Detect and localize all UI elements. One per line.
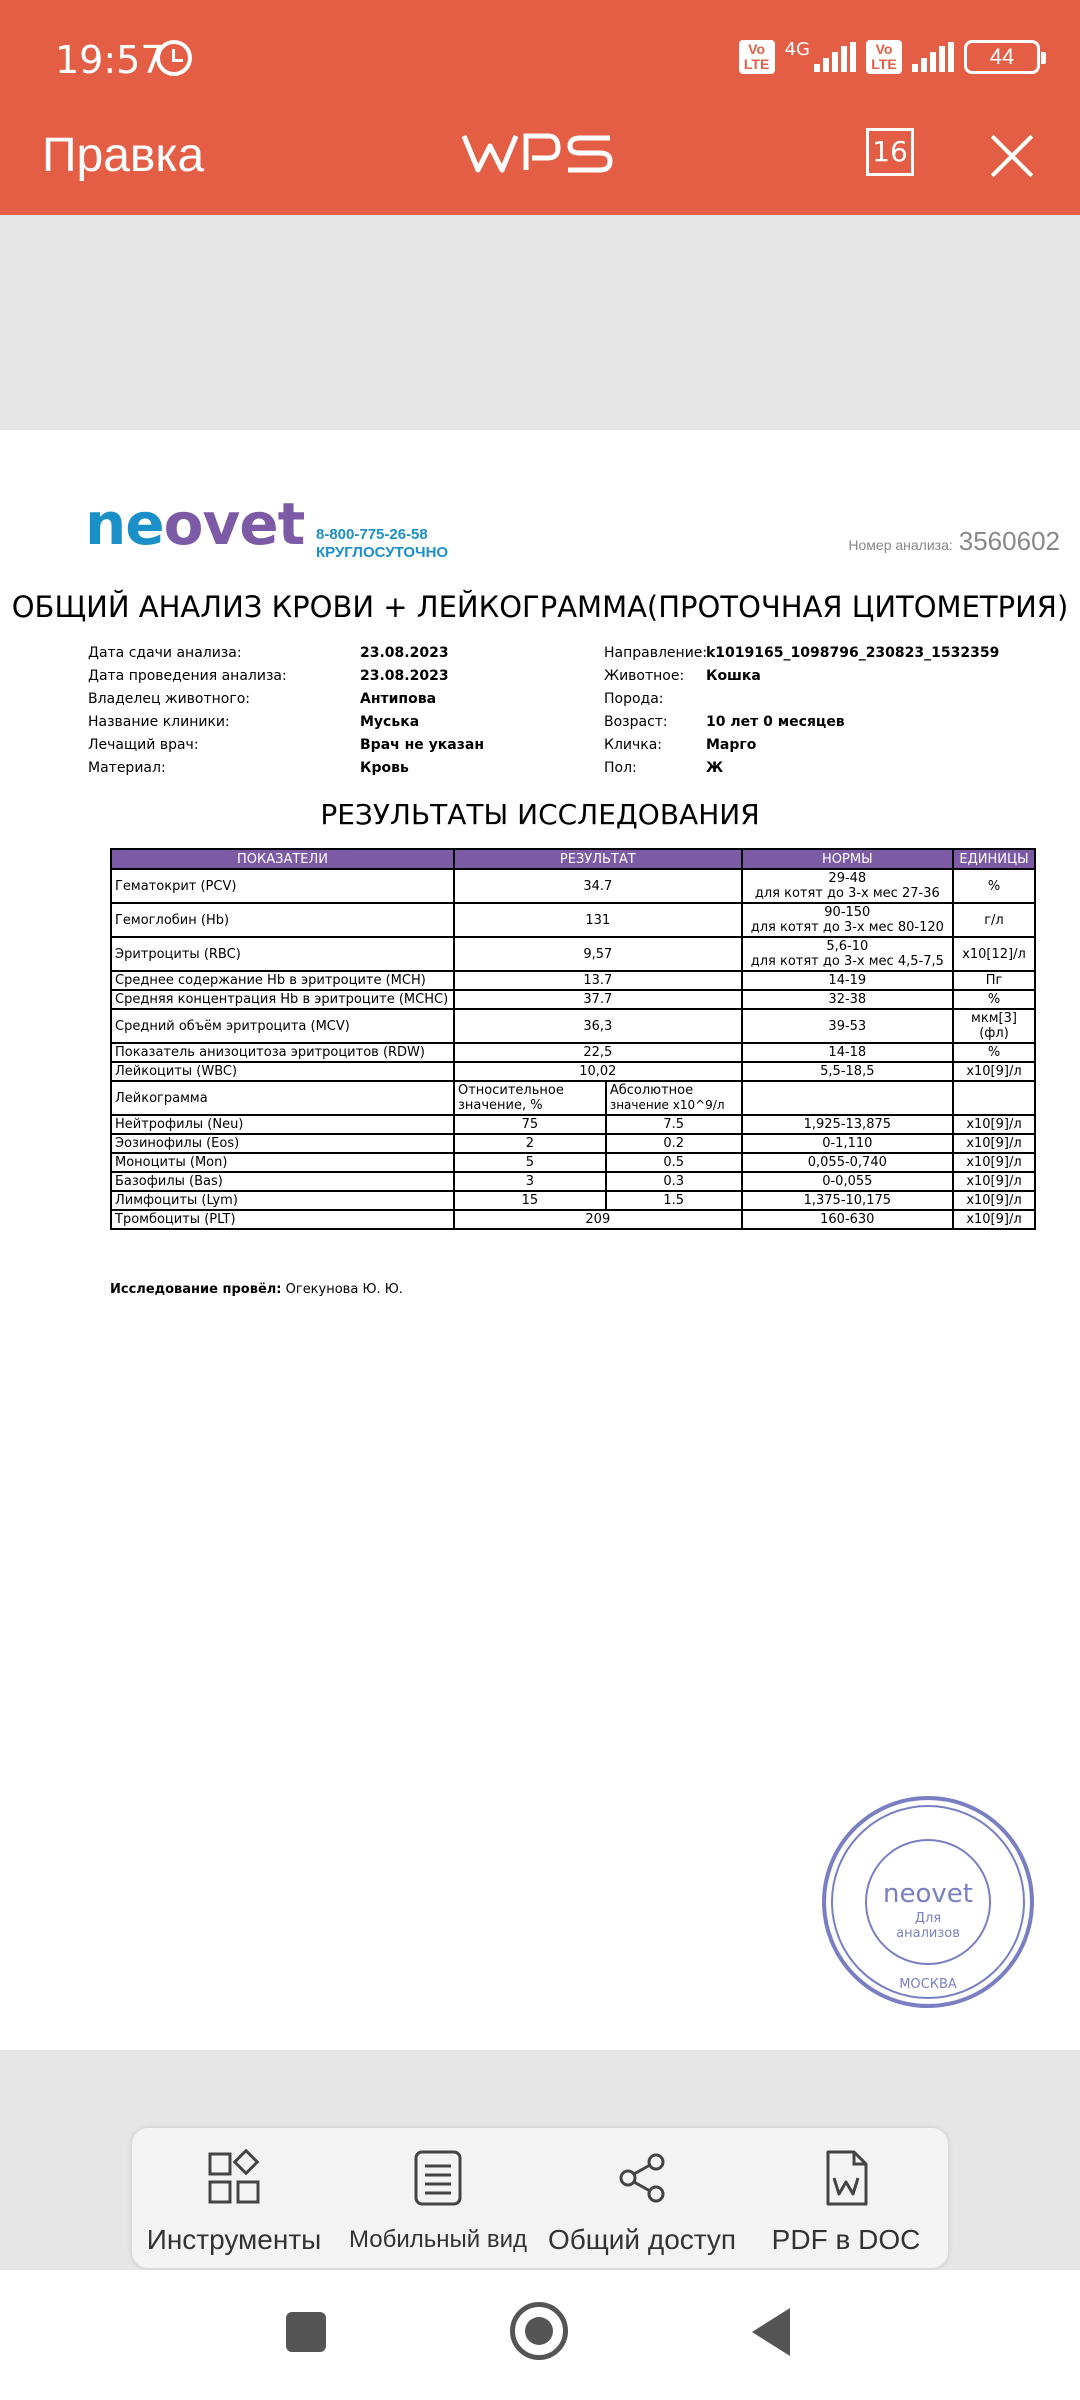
row-unit: x10[12]/л bbox=[953, 937, 1035, 971]
row-name: Тромбоциты (PLT) bbox=[111, 1210, 454, 1229]
row-result: 131 bbox=[454, 903, 742, 937]
meta-label: Дата проведения анализа: bbox=[88, 668, 287, 684]
meta-label: Животное: bbox=[604, 668, 685, 684]
row-norm: 1,925-13,875 bbox=[742, 1115, 953, 1134]
meta-value: Кошка bbox=[706, 668, 761, 684]
analysis-number-label: Номер анализа: bbox=[848, 537, 953, 553]
row-norm: 39-53 bbox=[742, 1009, 953, 1043]
stamp-line: анализов bbox=[896, 1926, 960, 1941]
meta-value: Муська bbox=[360, 714, 420, 730]
tools-icon bbox=[204, 2148, 264, 2208]
leukogram-row bbox=[111, 1191, 1035, 1210]
pdf-to-doc-label: PDF в DOC bbox=[771, 2224, 921, 2255]
table-row bbox=[111, 937, 1035, 971]
phone-note: КРУГЛОСУТОЧНО bbox=[316, 544, 449, 561]
header-result: РЕЗУЛЬТАТ bbox=[454, 849, 742, 869]
mobile-view-label: Мобильный вид bbox=[348, 2226, 527, 2253]
row-absolute: 7.5 bbox=[606, 1115, 742, 1134]
row-norm bbox=[742, 937, 953, 971]
header-line: значение, % bbox=[458, 1098, 543, 1113]
row-result: 10,02 bbox=[454, 1062, 742, 1081]
leukogram-row bbox=[111, 1172, 1035, 1191]
table-row bbox=[111, 1210, 1035, 1229]
bottom-toolbar bbox=[132, 2128, 948, 2268]
row-absolute: 0.5 bbox=[606, 1153, 742, 1172]
row-unit: x10[9]/л bbox=[953, 1153, 1035, 1172]
status-bar bbox=[0, 0, 1080, 120]
leukogram-label: Лейкограмма bbox=[111, 1081, 454, 1115]
row-norm: 32-38 bbox=[742, 990, 953, 1009]
share-icon bbox=[612, 2148, 672, 2208]
row-norm: 14-18 bbox=[742, 1043, 953, 1062]
system-nav-bar bbox=[0, 2270, 1080, 2400]
meta-label: Дата сдачи анализа: bbox=[88, 645, 242, 661]
row-unit: x10[9]/л bbox=[953, 1210, 1035, 1229]
share-label: Общий доступ bbox=[547, 2224, 737, 2255]
row-relative: 3 bbox=[454, 1172, 606, 1191]
meta-label: Направление: bbox=[604, 645, 708, 661]
meta-label: Название клиники: bbox=[88, 714, 230, 730]
row-name: Эозинофилы (Eos) bbox=[111, 1134, 454, 1153]
row-relative: 75 bbox=[454, 1115, 606, 1134]
row-name: Лимфоциты (Lym) bbox=[111, 1191, 454, 1210]
header-line: Абсолютное bbox=[609, 1083, 694, 1098]
back-icon[interactable] bbox=[752, 2308, 790, 2356]
network-type: 4G bbox=[784, 38, 810, 60]
row-name: Среднее содержание Hb в эритроците (MCH) bbox=[111, 971, 454, 990]
neovet-logo bbox=[85, 490, 304, 558]
table-header-row bbox=[111, 849, 1035, 869]
mobile-view-icon bbox=[408, 2148, 468, 2208]
analysis-number-value: 3560602 bbox=[958, 526, 1060, 556]
table-row bbox=[111, 1043, 1035, 1062]
meta-left bbox=[88, 642, 484, 780]
meta-value: Марго bbox=[706, 737, 757, 753]
table-row bbox=[111, 903, 1035, 937]
row-norm: 14-19 bbox=[742, 971, 953, 990]
performed-name: Огекунова Ю. Ю. bbox=[285, 1282, 403, 1297]
status-icons bbox=[739, 40, 1040, 74]
tools-button[interactable] bbox=[132, 2128, 336, 2268]
table-row bbox=[111, 971, 1035, 990]
row-unit: г/л bbox=[953, 903, 1035, 937]
row-result: 9,57 bbox=[454, 937, 742, 971]
meta-value: Кровь bbox=[360, 760, 409, 776]
meta-right bbox=[604, 642, 999, 780]
row-unit: x10[9]/л bbox=[953, 1134, 1035, 1153]
meta-value: Ж bbox=[706, 760, 724, 776]
row-name: Гематокрит (PCV) bbox=[111, 869, 454, 903]
row-norm bbox=[742, 869, 953, 903]
meta-label: Возраст: bbox=[604, 714, 668, 730]
row-norm: 160-630 bbox=[742, 1210, 953, 1229]
analysis-number bbox=[848, 526, 1060, 557]
empty-cell bbox=[742, 1081, 953, 1115]
status-time: 19:57 bbox=[55, 38, 165, 82]
document-page[interactable] bbox=[0, 430, 1080, 2050]
edit-button[interactable]: Правка bbox=[42, 129, 205, 182]
results-table bbox=[110, 848, 1036, 1230]
table-row bbox=[111, 1062, 1035, 1081]
row-norm: 5,5-18,5 bbox=[742, 1062, 953, 1081]
pdf-to-doc-button[interactable] bbox=[744, 2128, 948, 2268]
logo-part-o: o bbox=[163, 490, 203, 558]
row-name: Показатель анизоцитоза эритроцитов (RDW) bbox=[111, 1043, 454, 1062]
row-absolute: 1.5 bbox=[606, 1191, 742, 1210]
row-name: Лейкоциты (WBC) bbox=[111, 1062, 454, 1081]
row-unit: x10[9]/л bbox=[953, 1191, 1035, 1210]
norm-line: 29-48 bbox=[828, 871, 867, 886]
share-button[interactable] bbox=[540, 2128, 744, 2268]
performed-label: Исследование провёл: bbox=[110, 1282, 282, 1297]
meta-value: 10 лет 0 месяцев bbox=[706, 714, 845, 730]
leukogram-row bbox=[111, 1134, 1035, 1153]
row-unit: x10[9]/л bbox=[953, 1062, 1035, 1081]
meta-value: Антипова bbox=[360, 691, 437, 707]
row-relative: 5 bbox=[454, 1153, 606, 1172]
header-units: ЕДИНИЦЫ bbox=[953, 849, 1035, 869]
tools-label: Инструменты bbox=[146, 2224, 322, 2255]
header-line: значение x10^9/л bbox=[609, 1098, 725, 1112]
header-norms: НОРМЫ bbox=[742, 849, 953, 869]
recent-apps-icon[interactable] bbox=[286, 2312, 326, 2352]
row-name: Нейтрофилы (Neu) bbox=[111, 1115, 454, 1134]
row-name: Базофилы (Bas) bbox=[111, 1172, 454, 1191]
row-result: 209 bbox=[454, 1210, 742, 1229]
leukogram-row bbox=[111, 1115, 1035, 1134]
meta-label: Лечащий врач: bbox=[88, 737, 199, 753]
wps-logo-icon bbox=[460, 124, 620, 184]
row-result: 37.7 bbox=[454, 990, 742, 1009]
row-norm bbox=[742, 903, 953, 937]
row-unit: мкм[3](фл) bbox=[953, 1009, 1035, 1043]
norm-note: для котят до 3-х мес 27-36 bbox=[754, 886, 940, 901]
signal-icon bbox=[814, 42, 856, 72]
row-name: Гемоглобин (Hb) bbox=[111, 903, 454, 937]
row-norm: 0-1,110 bbox=[742, 1134, 953, 1153]
row-name: Средний объём эритроцита (MCV) bbox=[111, 1009, 454, 1043]
clinic-phone bbox=[316, 526, 448, 562]
page-count-button[interactable]: 16 bbox=[866, 128, 914, 176]
meta-label: Пол: bbox=[604, 760, 637, 776]
row-absolute: 0.2 bbox=[606, 1134, 742, 1153]
meta-value: Врач не указан bbox=[360, 737, 484, 753]
close-icon[interactable] bbox=[984, 128, 1040, 184]
alarm-icon bbox=[156, 40, 192, 76]
absolute-value-header bbox=[606, 1081, 742, 1115]
norm-line: 5,6-10 bbox=[826, 939, 869, 954]
empty-cell bbox=[953, 1081, 1035, 1115]
pdf-to-doc-icon bbox=[816, 2148, 876, 2208]
row-unit: % bbox=[953, 1043, 1035, 1062]
meta-label: Кличка: bbox=[604, 737, 663, 753]
row-unit: % bbox=[953, 990, 1035, 1009]
table-row bbox=[111, 1009, 1035, 1043]
clinic-stamp-icon bbox=[820, 1794, 1036, 2010]
row-unit: x10[9]/л bbox=[953, 1115, 1035, 1134]
document-title: ОБЩИЙ АНАЛИЗ КРОВИ + ЛЕЙКОГРАММА(ПРОТОЧНАЯ ЦИТОМЕТРИЯ) bbox=[11, 590, 1069, 624]
header-line: Относительное bbox=[458, 1083, 564, 1098]
battery-icon: 44 bbox=[964, 40, 1040, 74]
row-norm: 1,375-10,175 bbox=[742, 1191, 953, 1210]
row-norm: 0,055-0,740 bbox=[742, 1153, 953, 1172]
volte-icon: Vo LTE bbox=[739, 40, 775, 74]
row-norm: 0-0,055 bbox=[742, 1172, 953, 1191]
row-name: Моноциты (Mon) bbox=[111, 1153, 454, 1172]
row-unit: % bbox=[953, 869, 1035, 903]
logo-part-vet: vet bbox=[202, 490, 305, 558]
meta-value: 23.08.2023 bbox=[360, 645, 449, 661]
row-result: 13.7 bbox=[454, 971, 742, 990]
home-icon[interactable] bbox=[510, 2302, 568, 2360]
stamp-brand: neovet bbox=[883, 1879, 973, 1909]
leukogram-header-row bbox=[111, 1081, 1035, 1115]
row-result: 36,3 bbox=[454, 1009, 742, 1043]
row-unit: x10[9]/л bbox=[953, 1172, 1035, 1191]
meta-label: Материал: bbox=[88, 760, 166, 776]
norm-note: для котят до 3-х мес 4,5-7,5 bbox=[750, 954, 944, 969]
app-header bbox=[0, 0, 1080, 215]
relative-value-header bbox=[454, 1081, 606, 1115]
norm-note: для котят до 3-х мес 80-120 bbox=[750, 920, 944, 935]
table-row bbox=[111, 990, 1035, 1009]
leukogram-row bbox=[111, 1153, 1035, 1172]
row-relative: 15 bbox=[454, 1191, 606, 1210]
row-relative: 2 bbox=[454, 1134, 606, 1153]
norm-line: 90-150 bbox=[824, 905, 871, 920]
table-row bbox=[111, 869, 1035, 903]
volte-icon-2: Vo LTE bbox=[866, 40, 902, 74]
stamp-line: Для bbox=[914, 1911, 942, 1926]
signal-icon-2 bbox=[912, 42, 954, 72]
phone-number: 8-800-775-26-58 bbox=[316, 526, 428, 543]
row-unit: Пг bbox=[953, 971, 1035, 990]
row-absolute: 0.3 bbox=[606, 1172, 742, 1191]
meta-label: Порода: bbox=[604, 691, 664, 707]
meta-value: k1019165_1098796_230823_1532359 bbox=[706, 645, 1000, 661]
logo-part-ne: ne bbox=[85, 490, 164, 558]
mobile-view-button[interactable] bbox=[336, 2128, 540, 2268]
row-name: Средняя концентрация Hb в эритроците (MCHC) bbox=[111, 990, 454, 1009]
meta-label: Владелец животного: bbox=[88, 691, 251, 707]
performed-by bbox=[110, 1282, 403, 1297]
row-name: Эритроциты (RBC) bbox=[111, 937, 454, 971]
row-result: 34.7 bbox=[454, 869, 742, 903]
meta-value: 23.08.2023 bbox=[360, 668, 449, 684]
stamp-city: МОСКВА bbox=[899, 1977, 957, 1992]
results-title: РЕЗУЛЬТАТЫ ИССЛЕДОВАНИЯ bbox=[320, 798, 760, 831]
row-result: 22,5 bbox=[454, 1043, 742, 1062]
header-indicators: ПОКАЗАТЕЛИ bbox=[111, 849, 454, 869]
